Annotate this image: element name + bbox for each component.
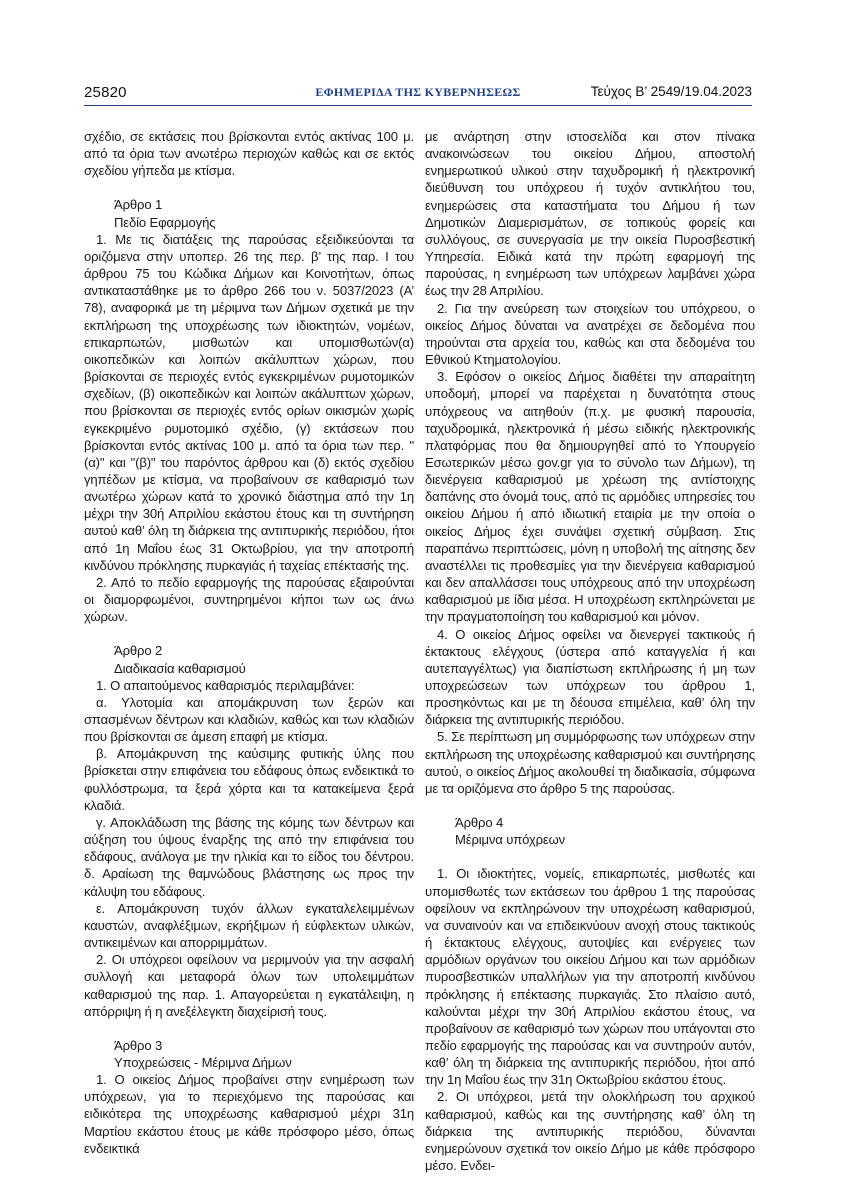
- article-3-title: Άρθρο 3: [114, 1037, 163, 1053]
- page-header: [84, 84, 752, 102]
- article-2-subtitle: Διαδικασία καθαρισμού: [114, 660, 246, 676]
- right-column: [425, 128, 755, 1174]
- left-column: [84, 128, 414, 1157]
- article-3-paragraph-5: 5. Σε περίπτωση μη συμμόρφωσης των υπόχρεων στην εκπλήρωση της υποχρέωσης καθαρισμού και συντήρησης αυτού, ο οικείος Δήμος ακολουθεί τη διαδικασία, σύμφωνα με τα οριζόμενα στο άρθρο 5 της παρούσας.: [425, 729, 755, 796]
- article-3-paragraph-2: 2. Για την ανεύρεση των στοιχείων του υπόχρεου, ο οικείος Δήμος δύναται να ανατρέχει σε δεδομένα που τηρούνται στα αρχεία του, καθώς και στα δεδομένα του Εθνικού Κτηματολογίου.: [425, 300, 755, 368]
- article-2-paragraph-2: 2. Οι υπόχρεοι οφείλουν να μεριμνούν για την ασφαλή συλλογή και μεταφορά όλων των υπολειμμάτων καθαρισμού της παρ. 1. Απαγορεύεται η εγκατάλειψη, η απόρριψη ή η ανεξέλεγκτη διαχείρισή τους.: [84, 952, 414, 1019]
- article-2-paragraph-1: 1. Ο απαιτούμενος καθαρισμός περιλαμβάνει:: [96, 677, 355, 693]
- intro-paragraph: σχέδιο, σε εκτάσεις που βρίσκονται εντός ακτίνας 100 μ. από τα όρια των ανωτέρω περιοχών καθώς και σε εκτός σχεδίου γήπεδα με κτίσμα.: [84, 129, 414, 179]
- spacer: [84, 625, 414, 642]
- article-4-subtitle: Μέριμνα υπόχρεων: [455, 832, 566, 848]
- article-3-paragraph-1-start: 1. Ο οικείος Δήμος προβαίνει στην ενημέρωση των υπόχρεων, για το περιεχόμενο της παρούσας και ειδικότερα της υποχρέωσης καθαρισμού μέχρι 31η Μαρτίου εκάστου έτους με κάθε πρόσφορο μέσο, όπως ενδεικτικά: [84, 1072, 414, 1156]
- spacer: [425, 797, 755, 814]
- header-rule: [84, 105, 752, 106]
- page-number: 25820: [84, 84, 127, 101]
- article-4-title: Άρθρο 4: [455, 815, 504, 831]
- article-1-paragraph-2: 2. Από το πεδίο εφαρμογής της παρούσας εξαιρούνται οι διαμορφωμένοι, συντηρημένοι κήποι των ως άνω χώρων.: [84, 574, 414, 625]
- article-1-subtitle: Πεδίο Εφαρμογής: [114, 214, 216, 230]
- gazette-title: ΕΦΗΜΕΡΙΔΑ ΤΗΣ ΚΥΒΕΡΝΗΣΕΩΣ: [315, 85, 521, 99]
- article-3-subtitle: Υποχρεώσεις - Μέριμνα Δήμων: [114, 1054, 292, 1070]
- article-4-paragraph-1: 1. Οι ιδιοκτήτες, νομείς, επικαρπωτές, μισθωτές και υπομισθωτές των εκτάσεων του άρθρου 1 της παρούσας οφείλουν να εκπληρώνουν την υποχρέωση καθαρισμού, να συναινούν και να επιδεικνύουν ανοχή στους τακτικούς ή έκτακτους ελέγχους, αυτοψίες και ενέργειες των αρμόδιων οργάνων του οικείου Δήμου και των αρμόδιων πυροσβεστικών υπαλλήλων για την αποτροπή κινδύνου πρόκλησης ή επέκτασης πυρκαγιάς. Στο πλαίσιο αυτό, καλούνται μέχρι την 30ή Απριλίου εκάστου έτους, να προβαίνουν σε καθαρισμό των χώρων που υπάγονται στο πεδίο εφαρμογής της παρούσας και να συντηρούν αυτόν, καθ’ όλη τη διάρκεια της αντιπυρικής περιόδου, ήτοι από την 1η Μαΐου έως την 31η Οκτωβρίου εκάστου έτους.: [425, 866, 755, 1088]
- article-4-paragraph-2-start: 2. Οι υπόχρεοι, μετά την ολοκλήρωση του αρχικού καθαρισμού, καθώς και της συντήρησης καθ’ όλη τη διάρκεια της αντιπυρικής περιόδου, δύνανται ενημερώνουν σχετικά τον οικείο Δήμο με κάθε πρόσφορο μέσο. Ενδει-: [425, 1089, 755, 1174]
- issue-reference: Τεύχος Β’ 2549/19.04.2023: [590, 84, 752, 99]
- spacer: [425, 848, 755, 865]
- article-2-item-b: β. Απομάκρυνση της καύσιμης φυτικής ύλης που βρίσκεται στην επιφάνεια του εδάφους όπως ενδεικτικά το φυλλόστρωμα, τα ξερά χόρτα και τα κατακείμενα ξερά κλαδιά.: [84, 746, 414, 813]
- article-3-paragraph-4: 4. Ο οικείος Δήμος οφείλει να διενεργεί τακτικούς ή έκτακτους ελέγχους (ύστερα από καταγγελία ή και αυτεπαγγέλτως) για διαπίστωση εκπλήρωσης ή μη των υποχρεώσεων των υπόχρεων του άρθρου 1, προσηκόντως και με τη δέουσα επιμέλεια, καθ’ όλη την διάρκεια της αντιπυρικής περιόδου.: [425, 626, 755, 728]
- spacer: [84, 179, 414, 196]
- article-2-item-e: ε. Απομάκρυνση τυχόν άλλων εγκαταλελειμμένων καυστών, αναφλέξιμων, εκρήξιμων ή εύφλεκτων υλικών, αντικειμένων και απορριμμάτων.: [84, 900, 414, 951]
- article-3-paragraph-1-continued: με ανάρτηση στην ιστοσελίδα και στον πίνακα ανακοινώσεων του οικείου Δήμου, αποστολή ενημερωτικού υλικού στην ταχυδρομική ή ηλεκτρονική διεύθυνση του υπόχρεου ή τυχόν αντικλήτου του, ενημερώσεις στα καταστήματα του Δήμου ή των Δημοτικών Διαμερισμάτων, σε τοπικούς φορείς και συλλόγους, σε συνεργασία με την οικεία Πυροσβεστική Υπηρεσία. Ειδικά κατά την πρώτη εφαρμογή της παρούσας, η ενημέρωση των υπόχρεων λαμβάνει χώρα έως την 28 Απριλίου.: [425, 129, 755, 299]
- article-1-title: Άρθρο 1: [114, 197, 163, 213]
- article-2-item-c-d: γ. Αποκλάδωση της βάσης της κόμης των δέντρων και αύξηση του ύψους έναρξης της από την επιφάνεια του εδάφους, ανάλογα με την ηλικία και το είδος του δέντρου. δ. Αραίωση της θαμνώδους βλάστησης ως προς την κάλυψη του εδάφους.: [84, 814, 414, 899]
- article-3-paragraph-3: 3. Εφόσον ο οικείος Δήμος διαθέτει την απαραίτητη υποδομή, μπορεί να παρέχεται η δυνατότητα στους υπόχρεους να αιτηθούν (π.χ. με φυσική παρουσία, ταχυδρομικά, ηλεκτρονικά ή μέσω ειδικής ηλεκτρονικής πλατφόρμας που θα δημιουργηθεί από το Υπουργείο Εσωτερικών μέσω gov.gr για το σύνολο των Δήμων), τη διενέργεια καθαρισμού με χρέωση της αντίστοιχης δαπάνης στο όνομά τους, από τις αρμόδιες υπηρεσίες του οικείου Δήμου ή από ιδιωτική εταιρία με την οποία ο οικείος Δήμος έχει συνάψει σχετική σύμβαση. Στις παραπάνω περιπτώσεις, μόνη η υποβολή της αίτησης δεν αναστέλλει τις προθεσμίες για την διενέργεια καθαρισμού και δεν απαλλάσσει τους υπόχρεους από την υποχρέωση καθαρισμού με ίδια μέσα. Η υποχρέωση εκπληρώνεται με την πραγματοποίηση του καθαρισμού και μόνον.: [425, 369, 755, 625]
- article-1-paragraph-1: 1. Με τις διατάξεις της παρούσας εξειδικεύονται τα οριζόμενα στην υποπερ. 26 της περ. β’ της παρ. Ι του άρθρου 75 του Κώδικα Δήμων και Κοινοτήτων, όπως αντικαταστάθηκε με το άρθρο 266 του ν. 5037/2023 (Α’ 78), αναφορικά με τη μέριμνα των Δήμων σχετικά με την εκπλήρωση της υποχρέωσης των ιδιοκτητών, νομέων, επικαρπωτών, μισθωτών και υπομισθωτών(α) οικοπεδικών και λοιπών ακάλυπτων χώρων, που βρίσκονται σε περιοχές εντός εγκεκριμένων ρυμοτομικών σχεδίων, (β) οικοπεδικών και λοιπών ακάλυπτων χώρων, που βρίσκονται σε περιοχές εντός ορίων οικισμών χωρίς εγκεκριμένο ρυμοτομικό σχέδιο, (γ) εκτάσεων που βρίσκονται εντός ακτίνας 100 μ. από τα όρια των περ. "(α)" και "(β)" του παρόντος άρθρου και (δ) εκτός σχεδίου γηπέδων με κτίσμα, να προβαίνουν σε καθαρισμό των ανωτέρω χώρων κατά το χρονικό διάστημα από την 1η μέχρι την 30ή Απριλίου εκάστου έτους και τη συντήρηση αυτού καθ’ όλη τη διάρκεια της αντιπυρικής περιόδου, ήτοι από 1η Μαΐου έως 31 Οκτωβρίου, για την αποτροπή κινδύνου πρόκλησης πυρκαγιάς ή ταχείας επέκτασής της.: [84, 231, 414, 573]
- spacer: [84, 1020, 414, 1037]
- article-2-item-a: α. Υλοτομία και απομάκρυνση των ξερών και σπασμένων δέντρων και κλαδιών, καθώς και των κλαδιών που βρίσκονται σε άμεση επαφή με κτίσμα.: [84, 694, 414, 745]
- article-2-title: Άρθρο 2: [114, 643, 163, 659]
